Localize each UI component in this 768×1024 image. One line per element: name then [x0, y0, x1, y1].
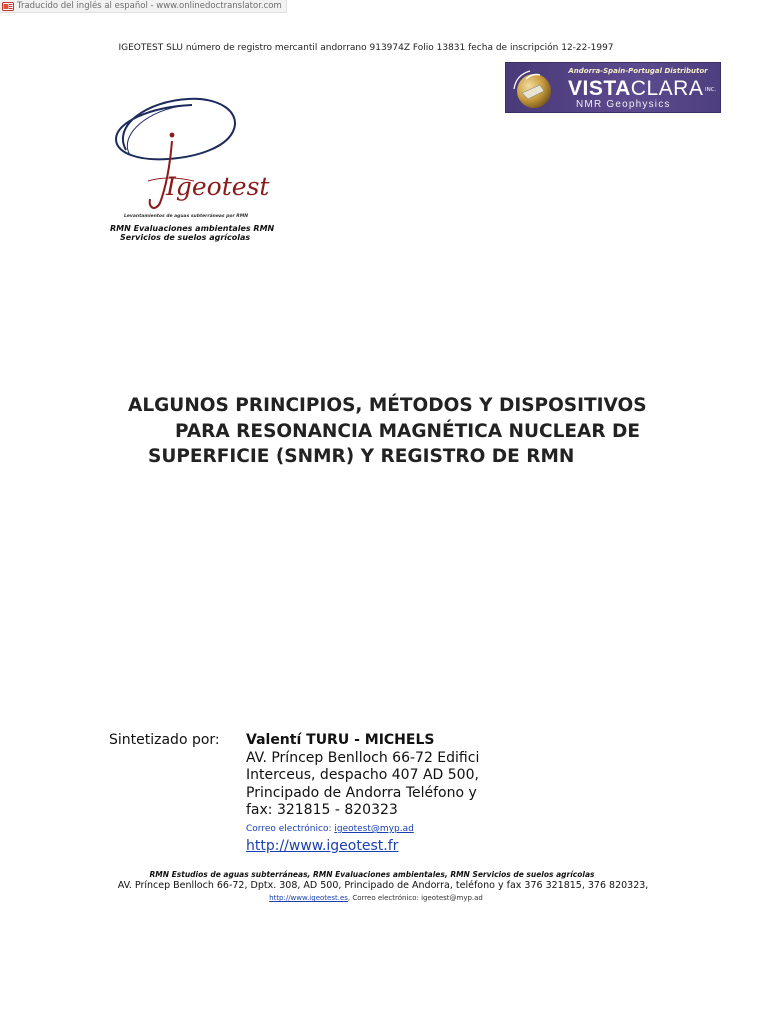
igeotest-small-text: Levantamientos de aguas subterráneas por RMN — [124, 214, 248, 219]
footer-address: AV. Príncep Benlloch 66-72, Dptx. 308, AD 500, Principado de Andorra, teléfono y fax 376 321815, 376 820323, — [117, 880, 649, 891]
footer-email-text: , Correo electrónico: igeotest@myp.ad — [347, 894, 483, 902]
author-name: Valentí TURU - MICHELS — [246, 732, 435, 748]
translator-banner[interactable] — [0, 0, 287, 13]
globe-icon — [510, 67, 556, 111]
vista-name-rest: CLARA — [630, 77, 704, 100]
address-line: Principado de Andorra Teléfono y — [246, 785, 477, 801]
vista-subtitle: NMR Geophysics — [576, 99, 671, 110]
vista-name-bold: VISTA — [568, 77, 631, 100]
vista-clara-logo — [505, 62, 721, 113]
footer-services: RMN Estudios de aguas subterráneas, RMN Evaluaciones ambientales, RMN Servicios de suelos agrícolas — [149, 870, 595, 879]
footer-contact — [0, 894, 752, 902]
vista-inc: INC. — [705, 87, 717, 93]
registry-line: IGEOTEST SLU número de registro mercantil andorrano 913974Z Folio 13831 fecha de inscripción 12-22-1997 — [118, 43, 614, 53]
address-line: AV. Príncep Benlloch 66-72 Edifici — [246, 750, 480, 766]
title-line-1: ALGUNOS PRINCIPIOS, MÉTODOS Y DISPOSITIVOS — [128, 395, 647, 416]
address-line: Interceus, despacho 407 AD 500, — [246, 767, 479, 783]
vista-name — [568, 77, 703, 101]
website-link[interactable]: http://www.igeotest.fr — [246, 838, 399, 854]
synthesized-label: Sintetizado por: — [109, 732, 220, 748]
email-link[interactable]: igeotest@myp.ad — [334, 824, 414, 834]
email-label: Correo electrónico: — [246, 824, 335, 834]
vista-tagline: Andorra-Spain-Portugal Distributor — [568, 67, 708, 75]
website-line — [246, 838, 398, 854]
pdf-translate-icon — [2, 2, 14, 11]
igeotest-line1: RMN Evaluaciones ambientales RMN — [110, 224, 275, 233]
title-line-3: SUPERFICIE (SNMR) Y REGISTRO DE RMN — [148, 446, 575, 467]
igeotest-line2: Servicios de suelos agrícolas — [120, 233, 251, 242]
igeotest-wordmark: Igeotest — [166, 172, 270, 201]
email-line — [246, 824, 414, 834]
title-line-2: PARA RESONANCIA MAGNÉTICA NUCLEAR DE — [175, 421, 640, 442]
footer-website-link[interactable]: http://www.igeotest.es — [269, 894, 348, 902]
igeotest-logo — [108, 95, 270, 215]
address-line: fax: 321815 - 820323 — [246, 802, 398, 818]
translator-text: Traducido del inglés al español - www.onlinedoctranslator.com — [17, 1, 282, 11]
